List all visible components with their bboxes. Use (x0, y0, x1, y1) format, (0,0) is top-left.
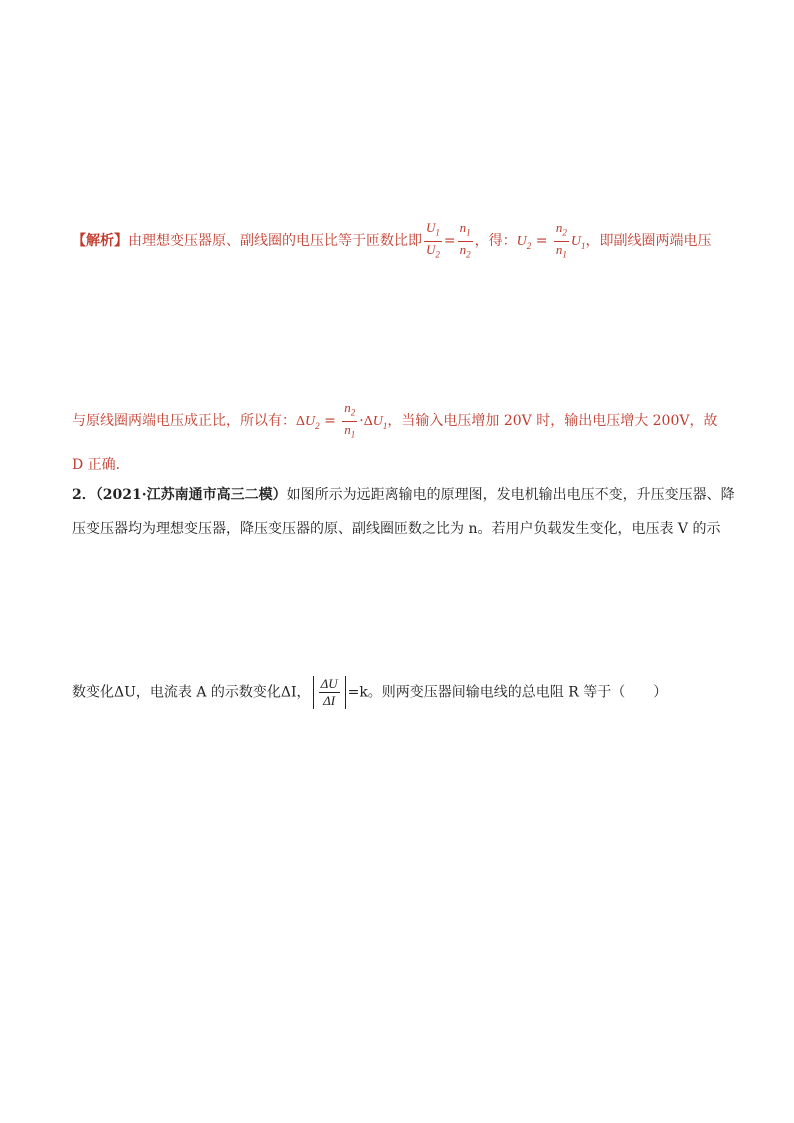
equals-sign: = (443, 233, 456, 250)
question-text-1: 如图所示为远距离输电的原理图，发电机输出电压不变，升压变压器、降 (286, 487, 735, 503)
abs-value-fraction: $\frac{\Delta U}{\Delta I}$ (313, 676, 346, 709)
fraction-n2-n1: $\frac{n_2}{n_1}$ (555, 220, 567, 260)
question-line-2: 压变压器均为理想变压器，降压变压器的原、副线圈匝数之比为 n。若用户负载发生变化，电压表 V 的示 (72, 521, 721, 537)
equals-sign-3: = (319, 413, 341, 430)
question-number: 2． (72, 487, 96, 503)
question-source: （2021·江苏南通市高三二模） (95, 487, 287, 503)
fraction-n2-n1-b: $\frac{n_2}{n_1}$ (344, 400, 356, 440)
question-text-3a: 数变化ΔU，电流表 A 的示数变化ΔI， (72, 684, 311, 701)
analysis-line-2 (72, 400, 717, 442)
analysis-text-1c: ，即副线圈两端电压 (585, 233, 712, 250)
analysis-text-1b: ，得： (474, 233, 517, 250)
fraction-u1-u2: $\frac{U_1}{U_2}$ (426, 220, 440, 260)
question-line-3 (72, 676, 667, 709)
analysis-line-3: D 正确． (72, 457, 130, 473)
question-text-3b: =k。则两变压器间输电线的总电阻 R 等于（ ） (347, 684, 668, 701)
analysis-text-1a: 由理想变压器原、副线圈的电压比等于匝数比即 (128, 233, 422, 250)
equals-sign-2: = (531, 233, 552, 250)
formula-delta-u2: $\Delta U_2$ (296, 414, 320, 431)
dot-operator: · (359, 413, 364, 430)
fraction-n1-n2: $\frac{n_1}{n_2}$ (459, 220, 471, 260)
formula-delta-u1: $\Delta U_1$ (363, 414, 388, 431)
formula-u1: $U_1$ (570, 234, 586, 251)
analysis-line-1 (72, 220, 712, 262)
formula-u2: $U_2$ (516, 234, 532, 251)
analysis-text-2b: ，当输入电压增加 20V 时，输出电压增大 200V，故 (387, 413, 718, 430)
analysis-text-2a: 与原线圈两端电压成正比，所以有： (72, 413, 296, 430)
question-line-1 (72, 486, 735, 504)
analysis-tag: 【解析】 (72, 233, 128, 250)
